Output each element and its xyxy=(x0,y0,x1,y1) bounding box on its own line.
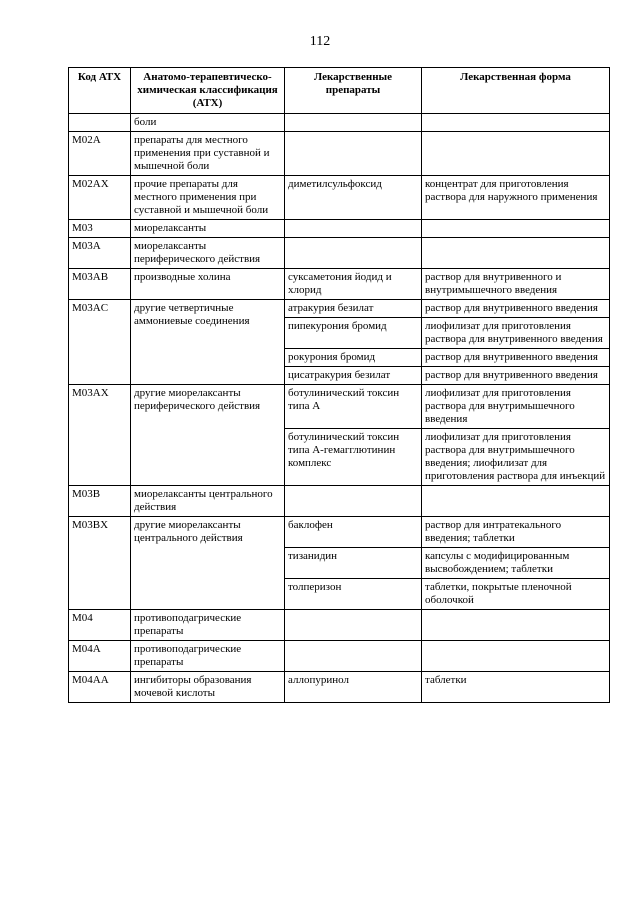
cell-form: таблетки, покрытые пленочной оболочкой xyxy=(422,579,610,610)
table-row xyxy=(69,610,610,641)
cell-drug xyxy=(285,641,422,672)
cell-atc: боли xyxy=(131,114,285,132)
cell-drug: баклофен xyxy=(285,517,422,548)
cell-code: M03 xyxy=(69,220,131,238)
cell-atc: препараты для местного применения при суставной и мышечной боли xyxy=(131,132,285,176)
page-number: 112 xyxy=(309,34,331,49)
cell-form: раствор для интратекального введения; таблетки xyxy=(422,517,610,548)
cell-form xyxy=(422,114,610,132)
cell-atc: ингибиторы образования мочевой кислоты xyxy=(131,672,285,703)
cell-drug: атракурия безилат xyxy=(285,300,422,318)
cell-form xyxy=(422,132,610,176)
cell-drug: ботулинический токсин типа А-гемагглютинин комплекс xyxy=(285,429,422,486)
cell-form xyxy=(422,641,610,672)
cell-form: таблетки xyxy=(422,672,610,703)
cell-form: концентрат для приготовления раствора для наружного применения xyxy=(422,176,610,220)
cell-form: капсулы с модифицированным высвобождением; таблетки xyxy=(422,548,610,579)
cell-code: M03AC xyxy=(69,300,131,385)
table-row xyxy=(69,385,610,429)
header-atc-classification: Анатомо-терапевтическо-химическая классификация (АТХ) xyxy=(131,68,285,114)
cell-form xyxy=(422,610,610,641)
table-row xyxy=(69,300,610,318)
cell-drug xyxy=(285,132,422,176)
cell-drug xyxy=(285,220,422,238)
cell-code: M03AB xyxy=(69,269,131,300)
cell-code: M02AX xyxy=(69,176,131,220)
cell-form: лиофилизат для приготовления раствора для внутривенного введения xyxy=(422,318,610,349)
table-row xyxy=(69,672,610,703)
cell-drug: ботулинический токсин типа А xyxy=(285,385,422,429)
cell-drug xyxy=(285,114,422,132)
table-row xyxy=(69,486,610,517)
cell-atc: противоподагрические препараты xyxy=(131,641,285,672)
cell-code: M04 xyxy=(69,610,131,641)
cell-form: лиофилизат для приготовления раствора для внутримышечного введения; лиофилизат для приготовления раствора для инъекций xyxy=(422,429,610,486)
cell-code: M03B xyxy=(69,486,131,517)
cell-drug: диметилсульфоксид xyxy=(285,176,422,220)
cell-drug: тизанидин xyxy=(285,548,422,579)
cell-drug: рокурония бромид xyxy=(285,349,422,367)
cell-code: M03AX xyxy=(69,385,131,486)
cell-form: раствор для внутривенного введения xyxy=(422,349,610,367)
drug-table xyxy=(68,67,610,703)
cell-form: раствор для внутривенного введения xyxy=(422,367,610,385)
cell-code: M02A xyxy=(69,132,131,176)
cell-atc: миорелаксанты xyxy=(131,220,285,238)
cell-atc: противоподагрические препараты xyxy=(131,610,285,641)
cell-form: раствор для внутривенного введения xyxy=(422,300,610,318)
cell-drug: цисатракурия безилат xyxy=(285,367,422,385)
header-drugs: Лекарственные препараты xyxy=(285,68,422,114)
cell-drug xyxy=(285,486,422,517)
cell-atc: другие четвертичные аммониевые соединения xyxy=(131,300,285,385)
cell-atc: миорелаксанты центрального действия xyxy=(131,486,285,517)
cell-drug xyxy=(285,610,422,641)
cell-code: M03BX xyxy=(69,517,131,610)
cell-drug xyxy=(285,238,422,269)
cell-code: M04A xyxy=(69,641,131,672)
table-row xyxy=(69,220,610,238)
cell-drug: пипекурония бромид xyxy=(285,318,422,349)
header-atc-code: Код АТХ xyxy=(69,68,131,114)
cell-atc: другие миорелаксанты периферического действия xyxy=(131,385,285,486)
table-row xyxy=(69,641,610,672)
table-row xyxy=(69,132,610,176)
table-header-row xyxy=(69,68,610,114)
cell-code: M04AA xyxy=(69,672,131,703)
cell-form xyxy=(422,238,610,269)
table-row xyxy=(69,176,610,220)
cell-code xyxy=(69,114,131,132)
cell-form: лиофилизат для приготовления раствора для внутримышечного введения xyxy=(422,385,610,429)
table-row xyxy=(69,269,610,300)
cell-form xyxy=(422,486,610,517)
header-dosage-form: Лекарственная форма xyxy=(422,68,610,114)
table-row xyxy=(69,517,610,548)
cell-atc: другие миорелаксанты центрального действия xyxy=(131,517,285,610)
cell-form xyxy=(422,220,610,238)
table-row xyxy=(69,238,610,269)
cell-atc: миорелаксанты периферического действия xyxy=(131,238,285,269)
cell-drug: аллопуринол xyxy=(285,672,422,703)
table-row xyxy=(69,114,610,132)
cell-code: M03A xyxy=(69,238,131,269)
cell-atc: прочие препараты для местного применения при суставной и мышечной боли xyxy=(131,176,285,220)
cell-drug: толперизон xyxy=(285,579,422,610)
cell-form: раствор для внутривенного и внутримышечного введения xyxy=(422,269,610,300)
cell-atc: производные холина xyxy=(131,269,285,300)
cell-drug: суксаметония йодид и хлорид xyxy=(285,269,422,300)
